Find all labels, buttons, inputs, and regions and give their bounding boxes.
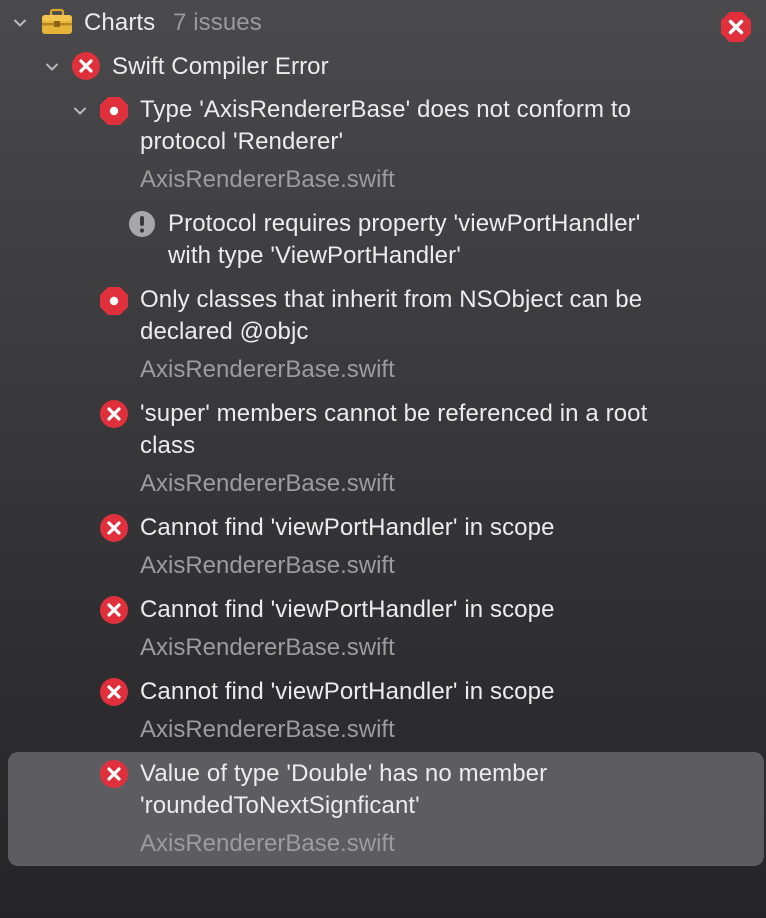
- issue-row[interactable]: [0, 398, 766, 506]
- error-x-icon: [720, 11, 752, 43]
- issue-message-cont: class: [140, 432, 196, 459]
- error-x-icon: [99, 399, 129, 429]
- chevron-down-icon[interactable]: [8, 11, 32, 35]
- error-x-icon: [99, 595, 129, 625]
- error-x-icon: [71, 51, 101, 81]
- issue-message: Only classes that inherit from NSObject can be: [140, 286, 643, 313]
- note-row[interactable]: [0, 208, 766, 278]
- issue-message: Cannot find 'viewPortHandler' in scope: [140, 514, 555, 541]
- issue-row[interactable]: [0, 512, 766, 588]
- info-note-icon: [127, 209, 157, 239]
- project-name: Charts: [84, 9, 156, 36]
- toolbox-icon: [40, 7, 74, 37]
- project-row[interactable]: [0, 4, 766, 42]
- error-x-icon: [99, 513, 129, 543]
- issue-row[interactable]: [0, 284, 766, 392]
- issue-message-cont: 'roundedToNextSignficant': [140, 792, 420, 819]
- issue-row-selected[interactable]: [0, 758, 766, 864]
- issue-file: AxisRendererBase.swift: [140, 356, 395, 383]
- issue-file: AxisRendererBase.swift: [140, 634, 395, 661]
- note-message: Protocol requires property 'viewPortHandler': [168, 210, 641, 237]
- issue-row[interactable]: [0, 94, 766, 202]
- issue-message: Cannot find 'viewPortHandler' in scope: [140, 596, 555, 623]
- issue-file: AxisRendererBase.swift: [140, 830, 395, 857]
- stop-octagon-icon: [99, 96, 129, 126]
- group-row[interactable]: [0, 50, 766, 86]
- issue-message: Value of type 'Double' has no member: [140, 760, 548, 787]
- issue-message-cont: protocol 'Renderer': [140, 128, 344, 155]
- error-x-icon: [99, 677, 129, 707]
- issue-message-cont: declared @objc: [140, 318, 309, 345]
- issue-count: 7 issues: [173, 9, 262, 36]
- group-label: Swift Compiler Error: [112, 53, 329, 80]
- chevron-down-icon[interactable]: [40, 55, 64, 79]
- error-x-icon: [99, 759, 129, 789]
- issue-row[interactable]: [0, 594, 766, 670]
- issue-file: AxisRendererBase.swift: [140, 552, 395, 579]
- note-message-cont: with type 'ViewPortHandler': [168, 242, 461, 269]
- issue-message: Cannot find 'viewPortHandler' in scope: [140, 678, 555, 705]
- issue-file: AxisRendererBase.swift: [140, 470, 395, 497]
- issue-message: 'super' members cannot be referenced in a root: [140, 400, 648, 427]
- stop-octagon-icon: [99, 286, 129, 316]
- issue-row[interactable]: [0, 676, 766, 752]
- issue-message: Type 'AxisRendererBase' does not conform to: [140, 96, 632, 123]
- issue-file: AxisRendererBase.swift: [140, 716, 395, 743]
- chevron-down-icon[interactable]: [68, 99, 92, 123]
- issue-file: AxisRendererBase.swift: [140, 166, 395, 193]
